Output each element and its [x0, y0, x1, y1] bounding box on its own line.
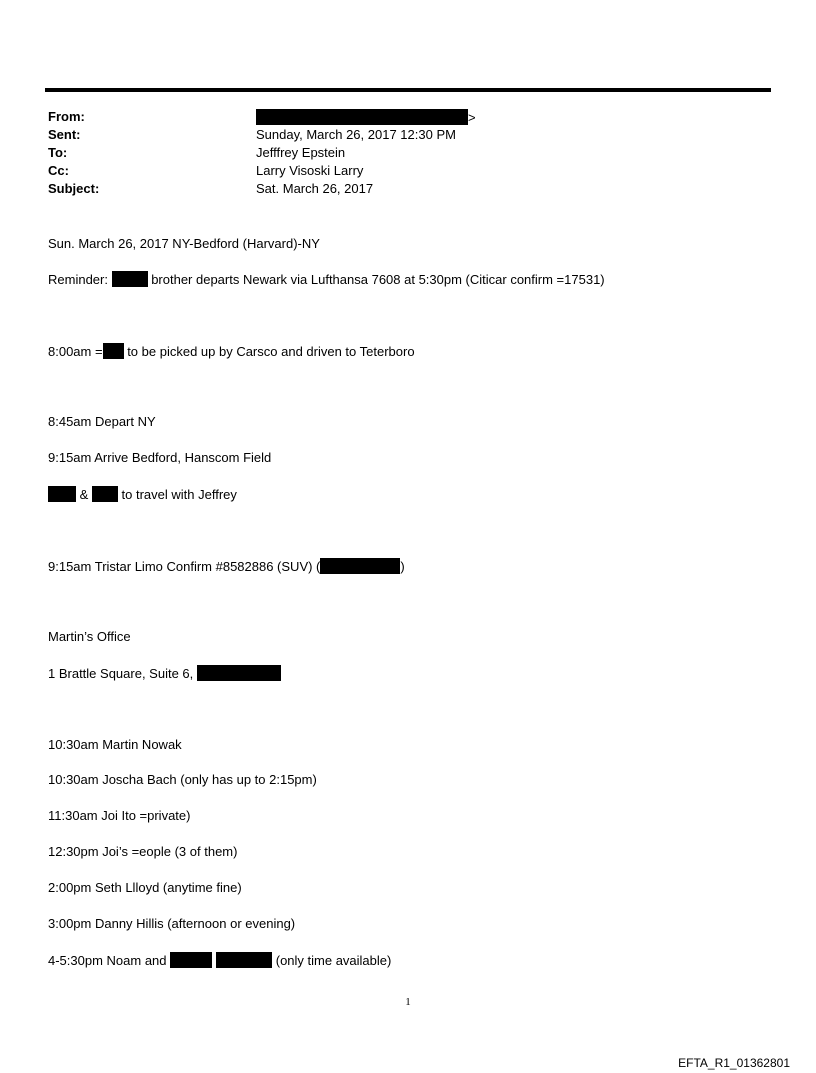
redaction-box	[92, 486, 118, 502]
depart-line: 8:45am Depart NY	[48, 414, 156, 429]
to-value: Jefffrey Epstein	[256, 145, 346, 160]
arrive-line: 9:15am Arrive Bedford, Hanscom Field	[48, 450, 272, 465]
office-line: Martin’s Office	[48, 629, 131, 644]
redaction-box	[216, 952, 272, 968]
document-id: EFTA_R1_01362801	[678, 1056, 790, 1070]
cc-label: Cc:	[48, 163, 69, 178]
address-line	[48, 665, 281, 681]
sent-label: Sent:	[48, 127, 81, 142]
pickup-text-a: 8:00am =	[48, 344, 103, 359]
redaction-box	[256, 109, 468, 125]
address-text: 1 Brattle Square, Suite 6,	[48, 666, 197, 681]
meeting-line: 10:30am Joscha Bach (only has up to 2:15pm)	[48, 772, 317, 787]
reminder-text-b: brother departs Newark via Lufthansa 7608 at 5:30pm (Citicar confirm =17531)	[147, 272, 605, 287]
pickup-line	[48, 343, 415, 359]
meeting-line	[48, 952, 391, 968]
meeting-line: 3:00pm Danny Hillis (afternoon or evening)	[48, 916, 296, 931]
meeting-line: 2:00pm Seth Llloyd (anytime fine)	[48, 880, 242, 895]
from-suffix: >	[468, 110, 476, 125]
header-rule	[45, 88, 771, 92]
limo-text-b: )	[400, 559, 405, 574]
redaction-box	[197, 665, 281, 681]
cc-value: Larry Visoski Larry	[256, 163, 364, 178]
travel-line	[48, 486, 237, 502]
redaction-box	[170, 952, 212, 968]
redaction-box	[320, 558, 400, 574]
meeting-line: 12:30pm Joi’s =eople (3 of them)	[48, 844, 238, 859]
sent-value: Sunday, March 26, 2017 12:30 PM	[256, 127, 456, 142]
meeting-line: 11:30am Joi Ito =private)	[48, 808, 191, 823]
limo-line	[48, 558, 405, 574]
redaction-box	[48, 486, 76, 502]
itinerary-title: Sun. March 26, 2017 NY-Bedford (Harvard)-NY	[48, 236, 320, 251]
travel-amp: &	[76, 487, 92, 502]
from-value	[256, 109, 476, 125]
redaction-box	[112, 271, 148, 287]
reminder-text-a: Reminder:	[48, 272, 112, 287]
limo-text-a: 9:15am Tristar Limo Confirm #8582886 (SUV) (	[48, 559, 321, 574]
page-number: 1	[405, 996, 411, 1008]
pickup-text-b: to be picked up by Carsco and driven to Teterboro	[123, 344, 415, 359]
redaction-box	[103, 343, 124, 359]
from-label: From:	[48, 109, 85, 124]
reminder-line	[48, 271, 605, 287]
travel-text: to travel with Jeffrey	[117, 487, 237, 502]
subject-value: Sat. March 26, 2017	[256, 181, 374, 196]
to-label: To:	[48, 145, 68, 160]
meeting-line: 10:30am Martin Nowak	[48, 737, 182, 752]
noam-text: 4-5:30pm Noam and	[48, 953, 171, 968]
availability-text: (only time available)	[272, 953, 392, 968]
subject-label: Subject:	[48, 181, 100, 196]
